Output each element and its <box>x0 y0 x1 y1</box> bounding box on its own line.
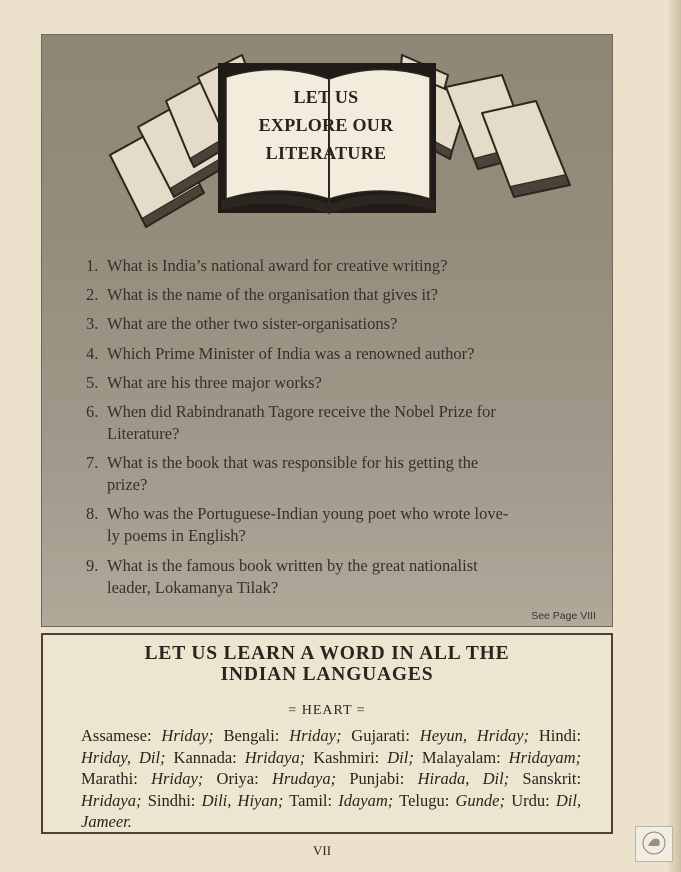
language-name: Bengali: <box>223 726 280 745</box>
translation: Hriday; <box>289 726 342 745</box>
question-item <box>86 343 596 365</box>
literature-quiz-panel <box>41 34 613 627</box>
page-number: VII <box>313 843 332 858</box>
question-number: 8. <box>86 504 99 524</box>
quiz-title-line-1: LET US <box>293 87 359 107</box>
question-item <box>86 284 596 306</box>
question-text: Who was the Portuguese-Indian young poet who wrote love- <box>107 504 509 524</box>
translation: Hirada, Dil; <box>417 769 510 788</box>
language-name: Urdu: <box>511 790 550 810</box>
translation: Hridaya; <box>244 747 306 767</box>
question-text: Which Prime Minister of India was a renowned author? <box>107 343 475 363</box>
translation: Idayam; <box>338 790 394 810</box>
question-item <box>86 503 596 547</box>
language-name: Marathi: <box>81 769 138 788</box>
translation: Dil, Jameer. <box>81 790 582 831</box>
question-item <box>86 255 596 277</box>
question-item <box>86 313 596 335</box>
language-name: Telugu: <box>399 790 450 810</box>
language-name: Kashmiri: <box>313 747 380 767</box>
language-name: Hindi: <box>538 726 582 745</box>
translation: Dil; <box>387 747 414 767</box>
language-name: Sindhi: <box>147 790 196 810</box>
word-panel-title <box>43 643 611 685</box>
translation: Hriday, Dil; <box>81 747 166 767</box>
translation: Hrudaya; <box>271 769 337 788</box>
question-text-continued: prize? <box>107 475 148 495</box>
question-number: 3. <box>86 314 99 334</box>
question-text: When did Rabindranath Tagore receive the Nobel Prize for <box>107 401 496 421</box>
corner-logo <box>635 826 673 862</box>
language-name: Malayalam: <box>421 747 501 767</box>
question-item <box>86 452 596 496</box>
word-title-line-2: INDIAN LANGUAGES <box>220 664 434 685</box>
see-page-reference: See Page VIII <box>531 610 596 622</box>
quiz-title-line-2: EXPLORE OUR <box>258 115 394 135</box>
translation: Hriday; <box>161 726 214 745</box>
question-number: 7. <box>86 453 99 473</box>
word-title-line-1: LET US LEARN A WORD IN ALL THE <box>144 643 510 664</box>
translation: Dili, Hiyan; <box>201 790 284 810</box>
question-item <box>86 555 596 599</box>
language-name: Tamil: <box>289 790 333 810</box>
question-text: What are his three major works? <box>107 372 322 392</box>
question-number: 5. <box>86 372 99 392</box>
language-name: Gujarati: <box>351 726 410 745</box>
question-text: What is the famous book written by the great nationalist <box>107 555 478 575</box>
question-number: 1. <box>86 256 99 275</box>
quiz-title <box>228 83 424 167</box>
language-name: Assamese: <box>81 726 152 745</box>
translation: Heyun, Hriday; <box>419 726 530 745</box>
question-number: 9. <box>86 555 99 575</box>
language-name: Punjabi: <box>349 769 405 788</box>
question-text: What is India’s national award for creative writing? <box>107 256 448 275</box>
question-item <box>86 372 596 394</box>
translation: Hriday; <box>151 769 204 788</box>
question-list <box>86 255 596 606</box>
question-text: What are the other two sister-organisations? <box>107 314 398 334</box>
translation: Hridaya; <box>81 790 142 810</box>
word-of-languages-panel <box>41 633 613 834</box>
question-item <box>86 401 596 445</box>
word-heading: = HEART = <box>288 703 366 718</box>
page-edge <box>669 0 681 872</box>
language-name: Sanskrit: <box>522 769 582 788</box>
translation: Gunde; <box>455 790 505 810</box>
translations-paragraph <box>81 725 581 833</box>
question-number: 2. <box>86 285 99 305</box>
quiz-title-line-3: LITERATURE <box>265 143 387 163</box>
question-text: What is the name of the organisation that gives it? <box>107 285 438 305</box>
language-name: Oriya: <box>216 769 259 788</box>
question-text-continued: leader, Lokamanya Tilak? <box>107 577 279 597</box>
question-text: What is the book that was responsible for his getting the <box>107 453 479 473</box>
language-name: Kannada: <box>173 747 237 767</box>
corner-logo-icon <box>636 827 672 861</box>
question-number: 6. <box>86 401 99 421</box>
translation: Hridayam; <box>508 747 582 767</box>
question-number: 4. <box>86 343 99 363</box>
question-text-continued: ly poems in English? <box>107 526 246 546</box>
question-text-continued: Literature? <box>107 423 180 443</box>
